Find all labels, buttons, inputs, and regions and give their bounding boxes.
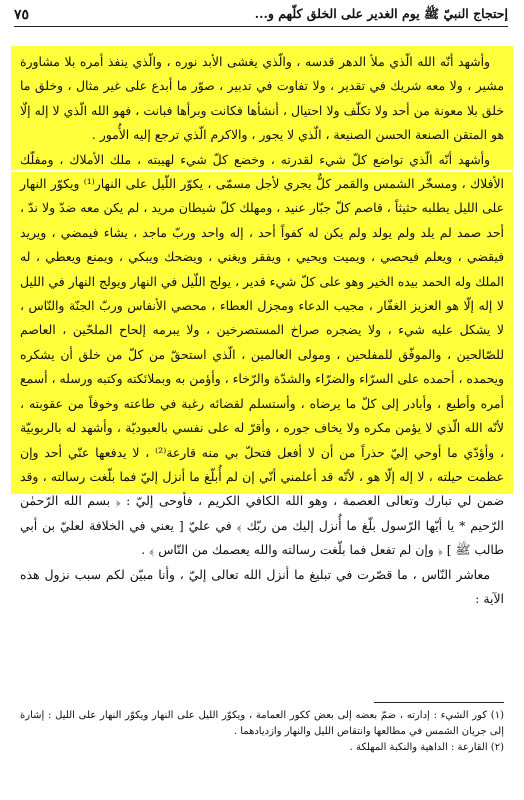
header-title: إحتجاج النبيّ ﷺ يوم الغدير على الخلق كلّهم و... bbox=[254, 5, 508, 21]
footnote-divider bbox=[374, 702, 504, 703]
paragraph-3: معاشر النّاس ، ما قصّرت في تبليغ ما أنزل الله تعالى إليّ ، وأنا مبيّن لكم سبب نزول هذه الآية : bbox=[20, 566, 504, 606]
paragraph-2: وأشهد أنّه الّذي تواضع كلّ شيء لقدرته ، وخضع كلّ شيء لهيبته ، ملك الأملاك ، ومفلّك الأفلاك ، ومسخّر الشمس والقمر كلٌّ يجري لأجل مسمّى ، يكوّر اللّيل على النهار⁽¹⁾ ويكوّر النهار على الليل يطلبه حثيثاً ، قاصم كلّ جبّار عنيد ، ومهلك كلّ شيطان مريد ، لم يكن معه ضدّ ولا ندّ ، أحد صمد لم يلد ولم يولد ولم يكن له كفواً أحد ، إله واحد وربّ ماجد ، يشاء فيمضي ، ويريد فيقضي ، ويعلم فيحصي ، ويميت ويحيي ، ويفقر ويغني ، ويضحك ويبكي ، ويمنع ويعطي ، له الملك وله الحمد بيده الخير وهو على كلّ شيء قدير ، يولج اللّيل في النهار ويولج النهار في الليل لا إله إلّا هو العزيز الغفّار ، مجيب الدعاء ومجزل العطاء ، محصي الأنفاس وربّ الجنّة والنّاس ، لا يشكل عليه شيء ، ولا يضجره صراخ المستصرخين ، ولا يبرمه إلحاح الملحّين ، العاصم للصّالحين ، والموفّق للمفلحين ، ومولى العالمين ، الّذي استحقّ من كلّ من خلق أن يشكره ويحمده ، أحمده على السرّاء والضرّاء والشدّة والرّخاء ، وأؤمن به وبملائكته وكتبه ورسله ، أسمع أمره وأطيع ، وأبادر إلى كلّ ما يرضاه ، وأستسلم لقضائه رغبة في طاعته وخوفاً من عقوبته ، لأنّه الله الّذي لا يؤمن مكره ولا يخاف جوره ، وأقرّ له على نفسي بالعبوديّة ، وأشهد له بالربوبيّة ، وأؤدّي ما أوحي إليّ حذراً من أن لا أفعل فتحلّ بي منه قارعة⁽²⁾ ، لا يدفعها عنّي أحد وإن عظمت حيلته ، لا إله إلّا هو ، لأنّه قد أعلمني أنّي إن لم أُبلّغ ما أنزل إليّ فما بلّغت رسالته ، وقد ضمن لي تبارك وتعالى العصمة ، وهو الله الكافي الكريم ، فأوحى إليّ : ﴿ بسم الله الرّحمٰن الرّحيم * يا أيّها الرّسول بلّغ ما أُنزل إليك من ربّك ﴾ في عليّ [ يعني في الخلافة لعليّ بن أبي طالب ﷺ ] ﴿ وإن لم تفعل فما بلّغت رسالته والله يعصمك من النّاس ﴾ . bbox=[20, 151, 504, 558]
running-header bbox=[14, 4, 508, 27]
footnote-2: (٢) القارعة : الداهية والنكبة المهلكة . bbox=[349, 742, 504, 753]
paragraph-1: وأشهد أنّه الله الّذي ملأ الدهر قدسه ، والّذي يغشى الأبد نوره ، والّذي ينفذ أمره بلا مشاورة مشير ، ولا معه شريك في تقدير ، ولا تفاوت في تدبير ، صوّر ما أبدع على غير مثال ، وخلق ما خلق بلا معونة من أحد ولا تكلّف ولا احتيال ، أنشأها فكانت وبرأها فبانت ، فهو الله الّذي لا إله إلّا هو المتقن الصنعة الحسن الصنيعة ، الّذي لا يجور ، والاكرم الّذي ترجع إليه الأُمور . bbox=[20, 54, 504, 143]
footnotes bbox=[20, 708, 504, 756]
body-text bbox=[20, 50, 504, 611]
footnote-1: (١) كور الشيء : إدارته ، ضمّ بعضه إلى بعض ككور العمامة ، ويكوّر الليل على النهار ويكوّر النهار على الليل : إشارة إلى جريان الشمس في مطالعها وانتقاص الليل والنهار وازديادهما . bbox=[20, 710, 504, 737]
page-number: ٧٥ bbox=[14, 7, 30, 23]
